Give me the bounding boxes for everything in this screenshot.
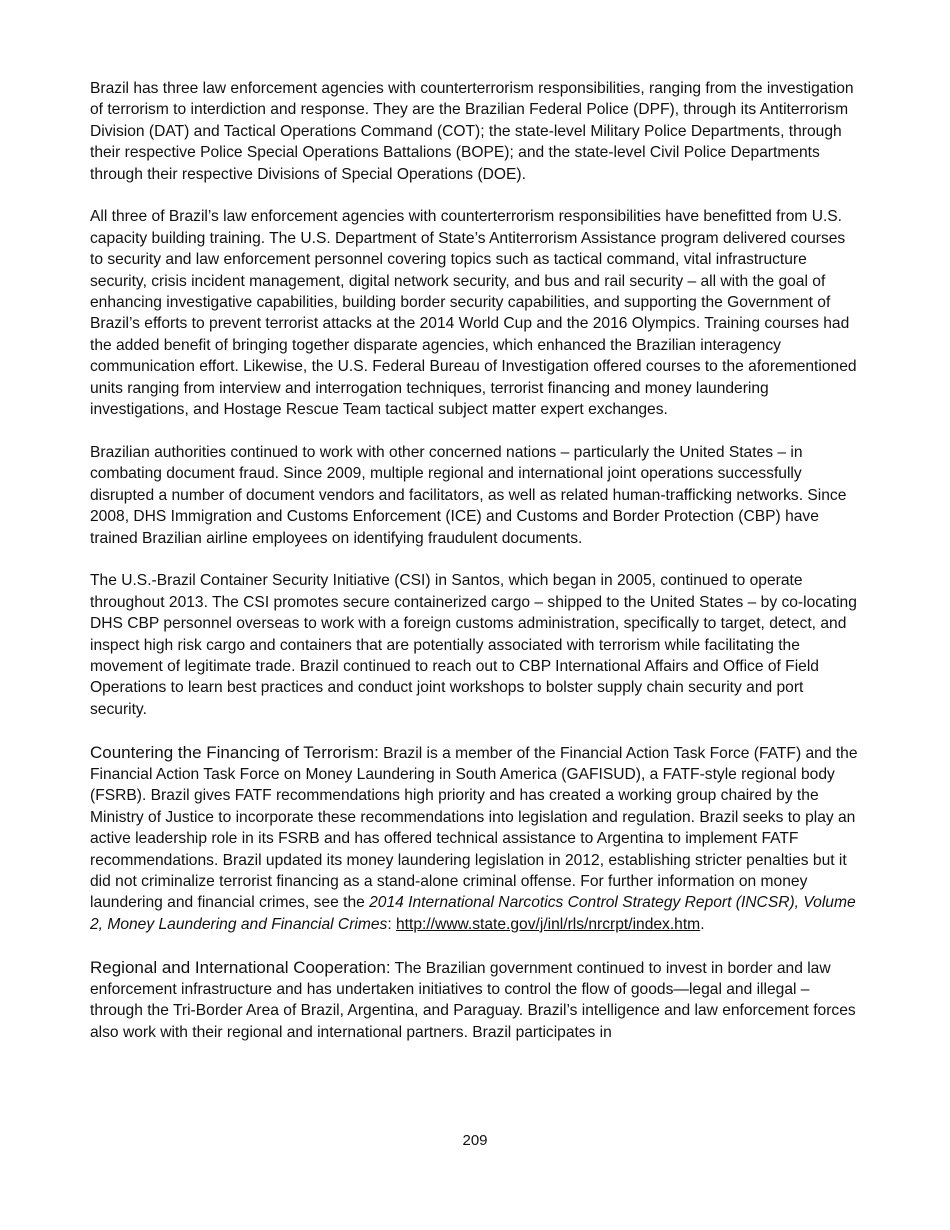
paragraph-document-fraud: Brazilian authorities continued to work with other concerned nations – particularly the United States – in combating document fraud. Since 2009, multiple regional and international joint operations successfully disrupted a number of document vendors and facilitators, as well as related human-trafficking networks. Since 2008, DHS Immigration and Customs Enforcement (ICE) and Customs and Border Protection (CBP) have trained Brazilian airline employees on identifying fraudulent documents. [90,443,847,547]
paragraph-agencies: Brazil has three law enforcement agencies with counterterrorism responsibilities, ranging from the investigation of terrorism to interdiction and response. They are the Brazilian Federal Police (DPF), through its Antiterrorism Division (DAT) and Tactical Operations Command (COT); the state-level Military Police Departments, through their respective Police Special Operations Battalions (BOPE); and the state-level Civil Police Departments through their respective Divisions of Special Operations (DOE). [90,80,854,183]
paragraph-container-security: The U.S.-Brazil Container Security Initiative (CSI) in Santos, which began in 2005, continued to operate throughout 2013. The CSI promotes secure containerized cargo – shipped to the United States – by co-locating DHS CBP personnel overseas to work with a foreign customs administration, specifically to target, detect, and inspect high risk cargo and containers that are potentially associated with terrorism while facilitating the movement of legitimate trade. Brazil continued to reach out to CBP International Affairs and Office of Field Operations to learn best practices and conduct joint workshops to bolster supply chain security and port security. [90,572,857,718]
cft-end: . [700,915,705,933]
document-page [90,78,862,1065]
incsr-link[interactable]: http://www.state.gov/j/inl/rls/nrcrpt/index.htm [395,915,701,933]
cft-body: Brazil is a member of the Financial Action Task Force (FATF) and the Financial Action Task Force on Money Laundering in South America (GAFISUD), a FATF-style regional body (FSRB). Brazil gives FATF recommendations high priority and has created a working group chaired by the Ministry of Justice to incorporate these recommendations into legislation and regulation. Brazil seeks to play an active leadership role in its FSRB and has offered technical assistance to Argentina to implement FATF recommendations. Brazil updated its money laundering legislation in 2012, establishing stricter penalties but it did not criminalize terrorist financing as a stand-alone criminal offense. For further information on money laundering and financial crimes, see the [90,744,858,912]
report-title: 2014 International Narcotics Control Strategy Report (INCSR), Volume 2, Money Laundering and Financial Crimes [90,894,856,933]
section-heading-cft: Countering the Financing of Terrorism: [90,742,379,762]
section-regional-cooperation [90,957,862,1044]
page-number: 209 [462,1132,488,1149]
ric-body: The Brazilian government continued to invest in border and law enforcement infrastructure and has undertaken initiatives to control the flow of goods—legal and illegal – through the Tri-Border Area of Brazil, Argentina, and Paraguay. Brazil’s intelligence and law enforcement forces also work with their regional and international partners. Brazil participates in [90,959,856,1041]
section-heading-ric: Regional and International Cooperation: [90,957,391,977]
section-countering-financing [90,742,862,936]
cft-colon: : [387,915,396,933]
paragraph-capacity-building: All three of Brazil’s law enforcement agencies with counterterrorism responsibilities have benefitted from U.S. capacity building training. The U.S. Department of State’s Antiterrorism Assistance program delivered courses to security and law enforcement personnel covering topics such as tactical command, vital infrastructure security, crisis incident management, digital network security, and bus and rail security – all with the goal of enhancing investigative capabilities, building border security capabilities, and supporting the Government of Brazil’s efforts to prevent terrorist attacks at the 2014 World Cup and the 2016 Olympics. Training courses had the added benefit of bringing together disparate agencies, which enhanced the Brazilian interagency communication effort. Likewise, the U.S. Federal Bureau of Investigation offered courses to the aforementioned units ranging from interview and interrogation techniques, terrorist financing and money laundering investigations, and Hostage Rescue Team tactical subject matter expert exchanges. [90,208,857,419]
